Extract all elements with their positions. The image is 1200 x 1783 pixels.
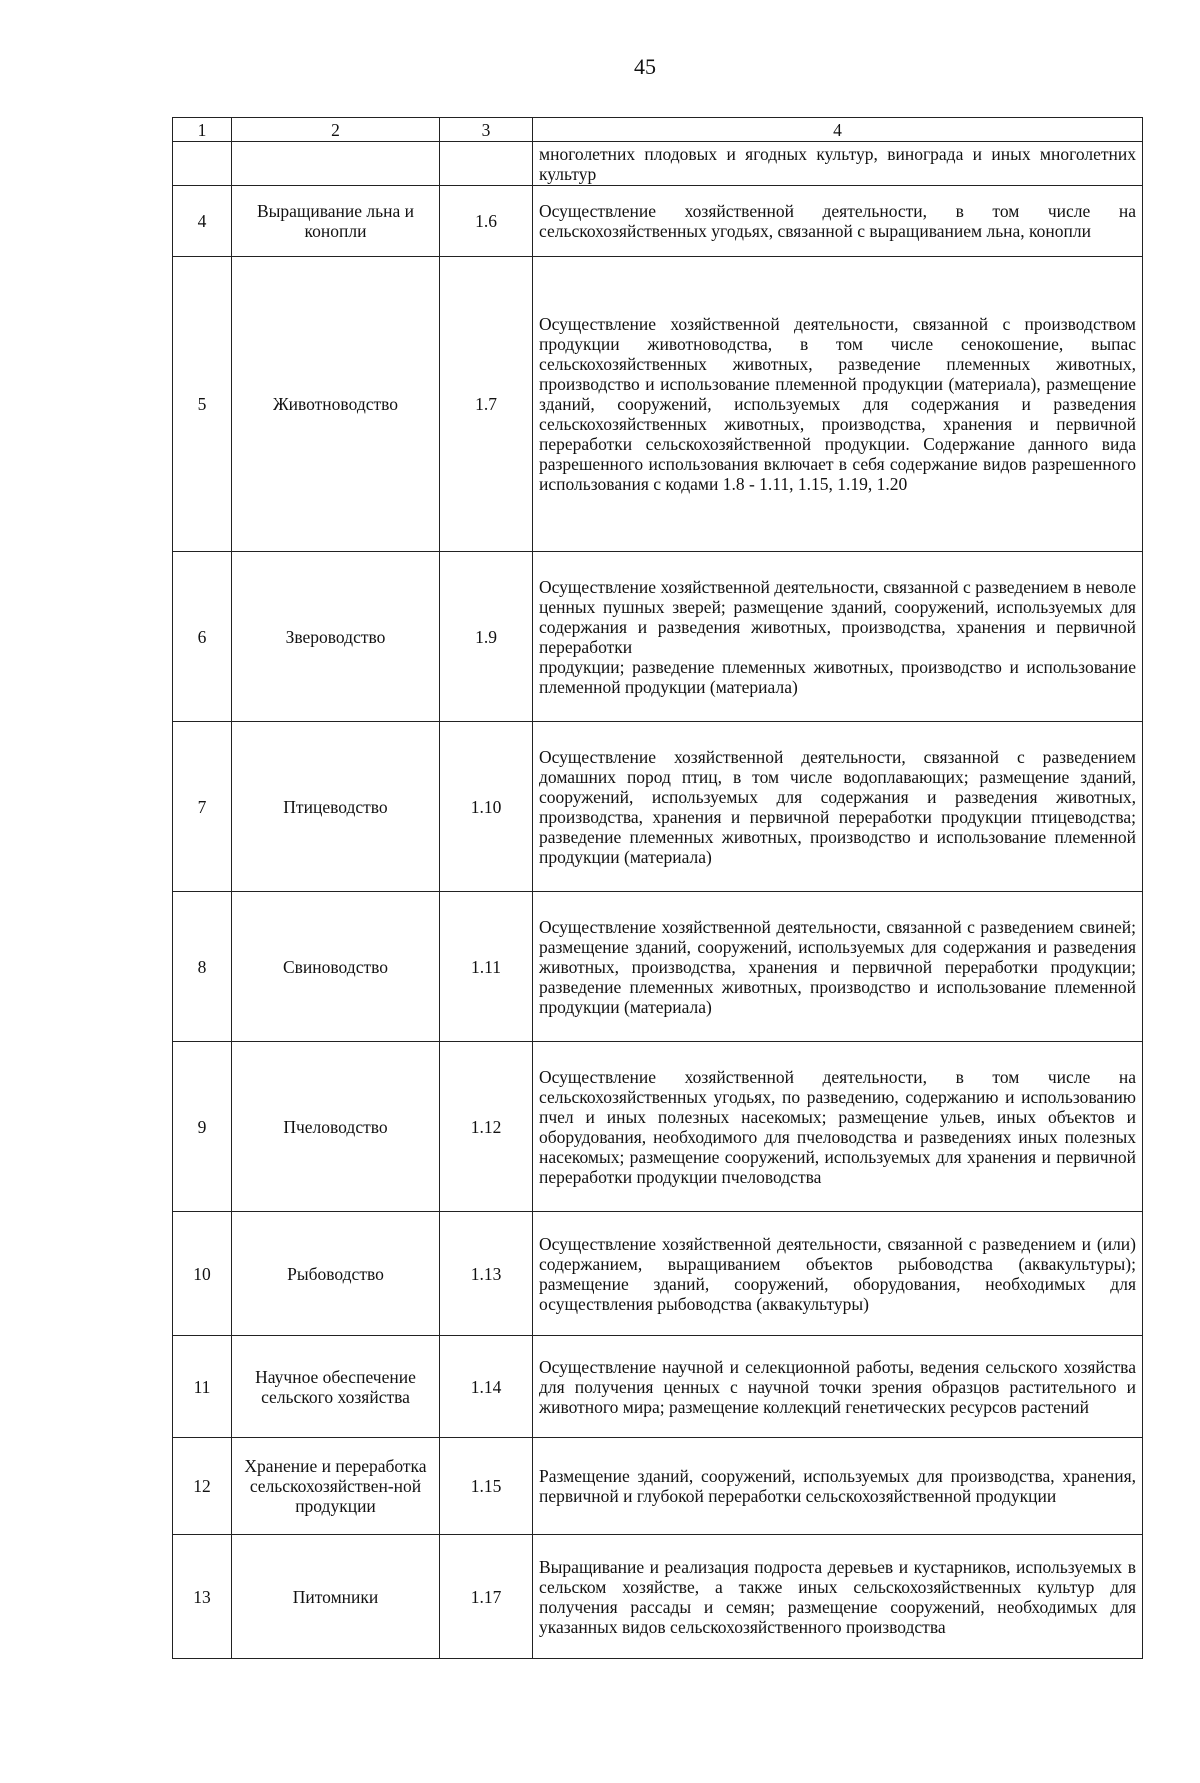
use-code: 1.6 [440,186,533,257]
row-number: 12 [173,1438,232,1535]
use-code: 1.7 [440,257,533,552]
column-header-1: 1 [173,118,232,142]
use-name: Свиноводство [232,892,440,1042]
use-code: 1.14 [440,1336,533,1438]
row-number: 7 [173,722,232,892]
table-row [173,552,1143,722]
row-number: 13 [173,1535,232,1659]
use-description: Осуществление хозяйственной деятельности, связанной с производством продукции животноводства, в том числе сенокошение, выпас сельскохозяйственных животных, разведение племенных животных, производство и использование племенной продукции (материала), размещение зданий, сооружений, используемых для содержания и разведения сельскохозяйственных животных, производства, хранения и первичной переработки сельскохозяйственной продукции. Содержание данного вида разрешенного использования включает в себя содержание видов разрешенного использования с кодами 1.8 - 1.11, 1.15, 1.19, 1.20 [533,257,1143,552]
table-header-row [173,118,1143,142]
table-row [173,1212,1143,1336]
use-code: 1.17 [440,1535,533,1659]
use-code: 1.13 [440,1212,533,1336]
use-description-part-2: продукции; разведение племенных животных, производство и использование племенной продукции (материала) [539,656,1136,697]
use-description: многолетних плодовых и ягодных культур, винограда и иных многолетних культур [533,142,1143,186]
use-code: 1.9 [440,552,533,722]
table-row [173,186,1143,257]
table-row [173,1438,1143,1535]
use-code [440,142,533,186]
use-code: 1.15 [440,1438,533,1535]
row-number: 8 [173,892,232,1042]
row-number: 5 [173,257,232,552]
use-name [232,142,440,186]
use-description [533,552,1143,722]
use-name: Научное обеспечение сельского хозяйства [232,1336,440,1438]
row-number: 9 [173,1042,232,1212]
use-code: 1.10 [440,722,533,892]
use-description: Выращивание и реализация подроста деревьев и кустарников, используемых в сельском хозяйстве, а также иных сельскохозяйственных культур для получения рассады и семян; размещение сооружений, необходимых для указанных видов сельскохозяйственного производства [533,1535,1143,1659]
land-use-table [172,117,1143,1659]
use-name: Звероводство [232,552,440,722]
use-name: Хранение и переработка сельскохозяйствен-ной продукции [232,1438,440,1535]
table-row [173,892,1143,1042]
table-row [173,722,1143,892]
row-number: 11 [173,1336,232,1438]
column-header-2: 2 [232,118,440,142]
use-name: Рыбоводство [232,1212,440,1336]
use-description-part-1: Осуществление хозяйственной деятельности, связанной с разведением в неволе ценных пушных зверей; размещение зданий, сооружений, используемых для содержания и разведения животных, производства, хранения и первичной переработки [539,576,1136,657]
table-row [173,1336,1143,1438]
table-row [173,1535,1143,1659]
use-description: Размещение зданий, сооружений, используемых для производства, хранения, первичной и глубокой переработки сельскохозяйственной продукции [533,1438,1143,1535]
row-number [173,142,232,186]
page-number: 45 [634,54,656,79]
use-name: Питомники [232,1535,440,1659]
use-name: Животноводство [232,257,440,552]
row-number: 4 [173,186,232,257]
use-code: 1.12 [440,1042,533,1212]
table-row [173,1042,1143,1212]
use-description: Осуществление хозяйственной деятельности, связанной с разведением и (или) содержанием, выращиванием объектов рыбоводства (аквакультуры); размещение зданий, сооружений, оборудования, необходимых для осуществления рыбоводства (аквакультуры) [533,1212,1143,1336]
use-description: Осуществление хозяйственной деятельности, в том числе на сельскохозяйственных угодьях, связанной с выращиванием льна, конопли [533,186,1143,257]
table-row [173,142,1143,186]
use-description: Осуществление хозяйственной деятельности, связанной с разведением домашних пород птиц, в том числе водоплавающих; размещение зданий, сооружений, используемых для содержания и разведения животных, производства, хранения и первичной переработки продукции птицеводства; разведение племенных животных, производство и использование племенной продукции (материала) [533,722,1143,892]
use-name: Пчеловодство [232,1042,440,1212]
table-row [173,257,1143,552]
row-number: 10 [173,1212,232,1336]
use-description: Осуществление хозяйственной деятельности, в том числе на сельскохозяйственных угодьях, по разведению, содержанию и использованию пчел и иных полезных насекомых; размещение ульев, иных объектов и оборудования, необходимого для пчеловодства и разведениях иных полезных насекомых; размещение сооружений, используемых для хранения и первичной переработки продукции пчеловодства [533,1042,1143,1212]
use-name: Птицеводство [232,722,440,892]
use-description: Осуществление хозяйственной деятельности, связанной с разведением свиней; размещение зданий, сооружений, используемых для содержания и разведения животных, производства, хранения и первичной переработки продукции; разведение племенных животных, производство и использование племенной продукции (материала) [533,892,1143,1042]
row-number: 6 [173,552,232,722]
column-header-4: 4 [533,118,1143,142]
column-header-3: 3 [440,118,533,142]
use-code: 1.11 [440,892,533,1042]
use-description: Осуществление научной и селекционной работы, ведения сельского хозяйства для получения ценных с научной точки зрения образцов растительного и животного мира; размещение коллекций генетических ресурсов растений [533,1336,1143,1438]
use-name: Выращивание льна и конопли [232,186,440,257]
